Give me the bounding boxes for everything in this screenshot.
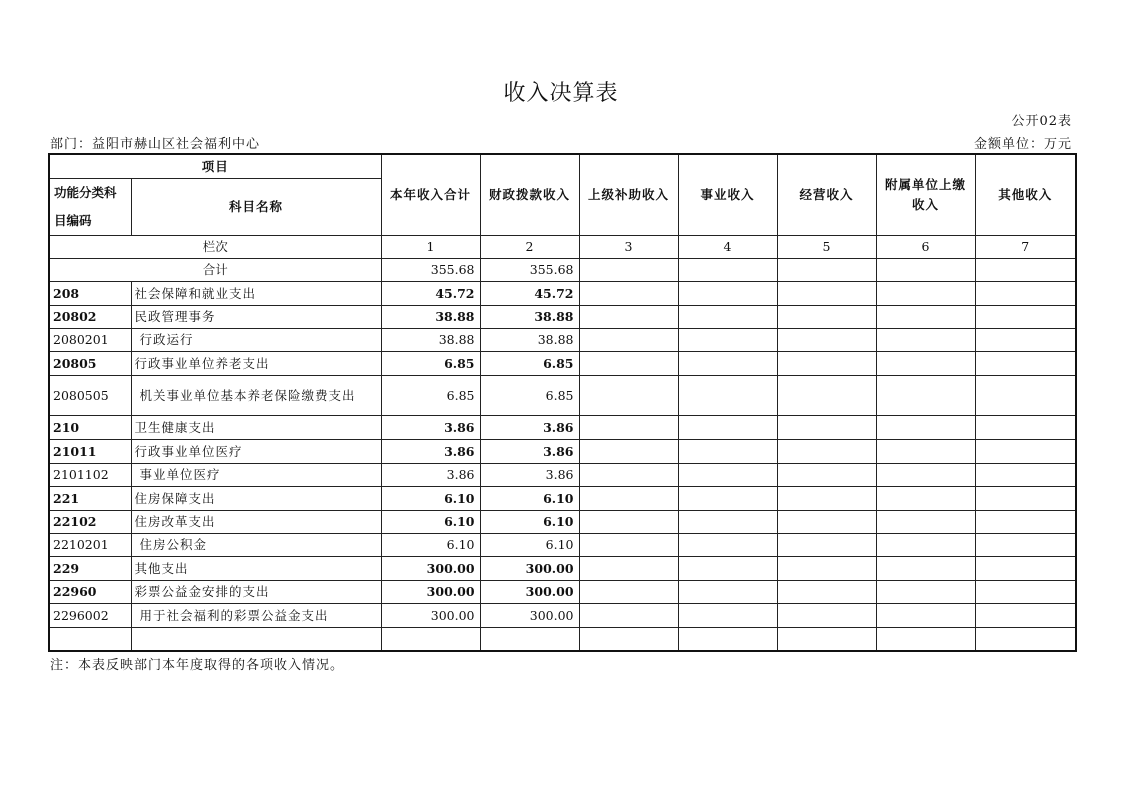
subject-name: 其他支出	[131, 556, 381, 580]
subject-code: 2080505	[49, 375, 131, 415]
amount-cell	[777, 439, 876, 463]
amount-cell	[777, 463, 876, 486]
amount-cell	[876, 328, 975, 351]
subject-code: 21011	[49, 439, 131, 463]
table-row	[49, 305, 1076, 328]
amount-cell: 300.00	[480, 580, 579, 603]
amount-cell	[975, 627, 1076, 651]
amount-cell	[579, 486, 678, 510]
amount-cell	[678, 328, 777, 351]
header-col-superior-subsidy: 上级补助收入	[579, 154, 678, 235]
amount-cell: 38.88	[480, 328, 579, 351]
subject-code	[49, 627, 131, 651]
table-row	[49, 415, 1076, 439]
subject-code: 2210201	[49, 533, 131, 556]
amount-cell	[975, 328, 1076, 351]
header-col-business-income: 事业收入	[678, 154, 777, 235]
amount-cell	[777, 580, 876, 603]
amount-cell	[975, 351, 1076, 375]
amount-cell	[975, 510, 1076, 533]
amount-cell: 6.10	[480, 533, 579, 556]
index-row	[49, 235, 1076, 258]
amount-cell: 300.00	[381, 580, 480, 603]
amount-cell: 300.00	[480, 603, 579, 627]
amount-cell: 45.72	[381, 281, 480, 305]
amount-cell	[678, 463, 777, 486]
amount-cell	[678, 510, 777, 533]
index-cell: 6	[876, 235, 975, 258]
table-row	[49, 556, 1076, 580]
amount-cell	[777, 486, 876, 510]
amount-cell: 6.10	[381, 510, 480, 533]
amount-cell	[876, 415, 975, 439]
amount-cell	[579, 439, 678, 463]
amount-cell	[876, 439, 975, 463]
amount-cell	[876, 375, 975, 415]
amount-cell	[975, 415, 1076, 439]
amount-cell	[777, 281, 876, 305]
header-func-code: 功能分类科目编码	[49, 178, 131, 235]
index-cell: 7	[975, 235, 1076, 258]
income-statement-table	[48, 153, 1077, 652]
table-row	[49, 603, 1076, 627]
amount-cell	[678, 486, 777, 510]
amount-cell: 6.85	[480, 351, 579, 375]
amount-cell	[579, 533, 678, 556]
amount-cell	[876, 533, 975, 556]
amount-cell	[975, 533, 1076, 556]
page-title: 收入决算表	[503, 81, 619, 106]
amount-cell	[777, 415, 876, 439]
amount-cell	[975, 375, 1076, 415]
amount-cell	[777, 603, 876, 627]
amount-cell: 300.00	[480, 556, 579, 580]
index-cell: 2	[480, 235, 579, 258]
amount-cell: 3.86	[480, 463, 579, 486]
amount-cell	[876, 305, 975, 328]
amount-cell	[876, 463, 975, 486]
subject-name: 住房保障支出	[131, 486, 381, 510]
amount-cell	[876, 510, 975, 533]
total-value	[579, 258, 678, 281]
subject-name: 社会保障和就业支出	[131, 281, 381, 305]
header-col-fiscal-appropriation: 财政拨款收入	[480, 154, 579, 235]
subject-code: 221	[49, 486, 131, 510]
amount-cell: 6.10	[480, 510, 579, 533]
amount-cell	[579, 281, 678, 305]
subject-code: 20802	[49, 305, 131, 328]
header-col-total-income: 本年收入合计	[381, 154, 480, 235]
amount-cell	[777, 533, 876, 556]
total-label: 合计	[49, 258, 381, 281]
amount-cell	[876, 627, 975, 651]
subject-name	[131, 627, 381, 651]
amount-cell	[678, 439, 777, 463]
subject-code: 2080201	[49, 328, 131, 351]
subject-name: 民政管理事务	[131, 305, 381, 328]
amount-cell	[975, 556, 1076, 580]
amount-cell	[678, 305, 777, 328]
amount-cell	[579, 305, 678, 328]
amount-cell: 6.85	[480, 375, 579, 415]
amount-cell	[579, 351, 678, 375]
amount-cell	[480, 627, 579, 651]
amount-cell	[678, 351, 777, 375]
amount-cell	[678, 603, 777, 627]
amount-cell	[678, 281, 777, 305]
table-row	[49, 533, 1076, 556]
subject-name: 机关事业单位基本养老保险缴费支出	[131, 375, 381, 415]
amount-cell	[975, 305, 1076, 328]
total-row	[49, 258, 1076, 281]
header-item: 项目	[49, 154, 381, 178]
amount-cell: 6.10	[381, 533, 480, 556]
subject-name: 行政事业单位医疗	[131, 439, 381, 463]
amount-cell	[579, 328, 678, 351]
amount-cell	[678, 415, 777, 439]
amount-cell	[579, 415, 678, 439]
index-cell: 4	[678, 235, 777, 258]
amount-cell	[678, 375, 777, 415]
amount-cell	[579, 510, 678, 533]
subject-code: 229	[49, 556, 131, 580]
amount-cell	[876, 486, 975, 510]
amount-cell	[381, 627, 480, 651]
amount-cell	[777, 305, 876, 328]
amount-cell: 300.00	[381, 603, 480, 627]
table-row	[49, 281, 1076, 305]
amount-cell: 3.86	[480, 415, 579, 439]
total-value: 355.68	[381, 258, 480, 281]
total-value	[876, 258, 975, 281]
amount-cell: 38.88	[480, 305, 579, 328]
header-subject-name: 科目名称	[131, 178, 381, 235]
subject-code: 20805	[49, 351, 131, 375]
subject-name: 彩票公益金安排的支出	[131, 580, 381, 603]
index-cell: 3	[579, 235, 678, 258]
subject-code: 2101102	[49, 463, 131, 486]
table-row	[49, 463, 1076, 486]
subject-code: 22960	[49, 580, 131, 603]
amount-cell	[876, 556, 975, 580]
table-row	[49, 328, 1076, 351]
footnote: 注：本表反映部门本年度取得的各项收入情况。	[50, 658, 345, 673]
table-row	[49, 510, 1076, 533]
amount-cell	[579, 603, 678, 627]
subject-name: 住房改革支出	[131, 510, 381, 533]
header-col-affiliated-unit-income: 附属单位上缴收入	[876, 154, 975, 235]
amount-cell	[975, 281, 1076, 305]
table-row	[49, 580, 1076, 603]
amount-cell	[975, 580, 1076, 603]
form-number: 公开02表	[1011, 114, 1072, 129]
subject-code: 210	[49, 415, 131, 439]
amount-cell	[975, 603, 1076, 627]
table-row	[49, 486, 1076, 510]
subject-code: 22102	[49, 510, 131, 533]
total-value	[975, 258, 1076, 281]
amount-cell	[678, 556, 777, 580]
amount-cell: 6.85	[381, 375, 480, 415]
amount-cell	[678, 533, 777, 556]
amount-cell	[579, 627, 678, 651]
amount-cell: 3.86	[381, 439, 480, 463]
amount-cell	[579, 375, 678, 415]
subject-name: 用于社会福利的彩票公益金支出	[131, 603, 381, 627]
amount-cell	[975, 486, 1076, 510]
amount-cell: 6.10	[381, 486, 480, 510]
amount-cell: 38.88	[381, 305, 480, 328]
department-label: 部门：益阳市赫山区社会福利中心	[50, 137, 261, 152]
amount-cell: 6.10	[480, 486, 579, 510]
amount-cell	[777, 328, 876, 351]
amount-unit-label: 金额单位：万元	[973, 137, 1072, 152]
subject-name: 事业单位医疗	[131, 463, 381, 486]
table-row	[49, 627, 1076, 651]
index-label: 栏次	[49, 235, 381, 258]
amount-cell	[876, 351, 975, 375]
subject-code: 208	[49, 281, 131, 305]
amount-cell: 6.85	[381, 351, 480, 375]
subject-code: 2296002	[49, 603, 131, 627]
amount-cell: 3.86	[381, 463, 480, 486]
amount-cell: 38.88	[381, 328, 480, 351]
amount-cell	[678, 580, 777, 603]
amount-cell	[777, 556, 876, 580]
amount-cell	[876, 580, 975, 603]
table-row	[49, 351, 1076, 375]
subject-name: 行政运行	[131, 328, 381, 351]
amount-cell: 300.00	[381, 556, 480, 580]
amount-cell	[678, 627, 777, 651]
total-value	[678, 258, 777, 281]
total-value	[777, 258, 876, 281]
amount-cell	[975, 439, 1076, 463]
amount-cell: 3.86	[480, 439, 579, 463]
amount-cell	[777, 351, 876, 375]
amount-cell	[777, 375, 876, 415]
header-col-operating-income: 经营收入	[777, 154, 876, 235]
index-cell: 5	[777, 235, 876, 258]
amount-cell	[579, 463, 678, 486]
index-cell: 1	[381, 235, 480, 258]
amount-cell	[876, 603, 975, 627]
amount-cell	[975, 463, 1076, 486]
header-row-top	[49, 154, 1076, 178]
header-col-other-income: 其他收入	[975, 154, 1076, 235]
subject-name: 行政事业单位养老支出	[131, 351, 381, 375]
amount-cell: 3.86	[381, 415, 480, 439]
subject-name: 住房公积金	[131, 533, 381, 556]
table-row	[49, 375, 1076, 415]
amount-cell	[579, 580, 678, 603]
amount-cell	[876, 281, 975, 305]
table-row	[49, 439, 1076, 463]
amount-cell	[579, 556, 678, 580]
amount-cell	[777, 627, 876, 651]
subject-name: 卫生健康支出	[131, 415, 381, 439]
amount-cell: 45.72	[480, 281, 579, 305]
amount-cell	[777, 510, 876, 533]
total-value: 355.68	[480, 258, 579, 281]
